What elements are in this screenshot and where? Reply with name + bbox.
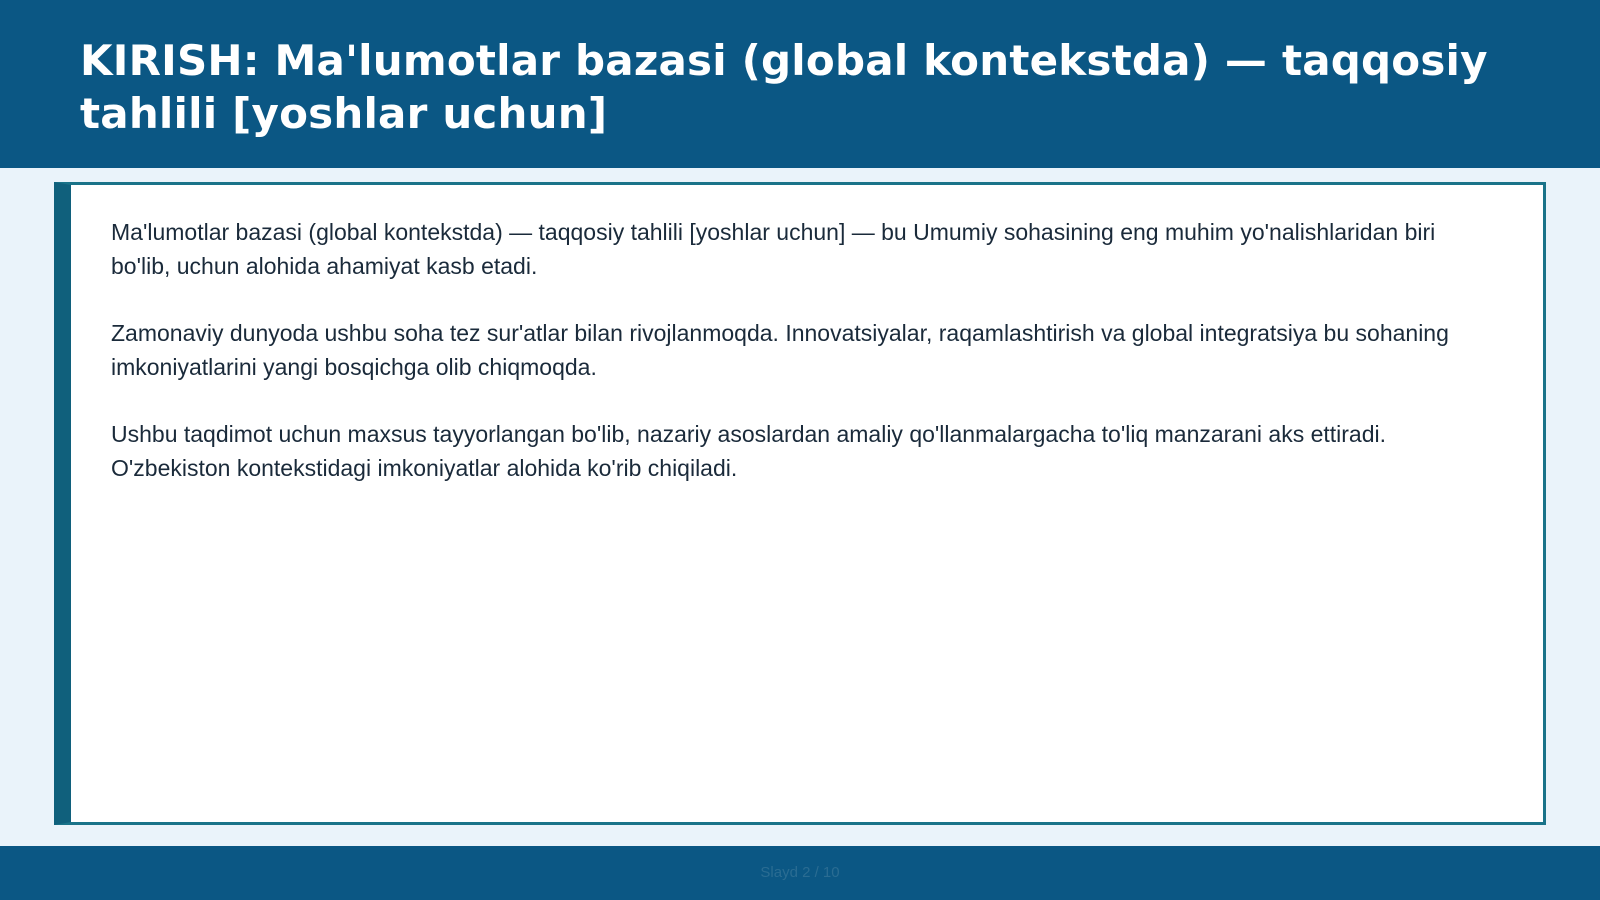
- content-body: [71, 185, 1543, 485]
- slide-header: [0, 0, 1600, 168]
- development-paragraph: Zamonaviy dunyoda ushbu soha tez sur'atlar bilan rivojlanmoqda. Innovatsiyalar, raqamlashtirish va global integratsiya bu sohaning imkoniyatlarini yangi bosqichga olib chiqmoqda.: [111, 320, 1449, 380]
- content-card: [54, 182, 1546, 825]
- slide-title: KIRISH: Ma'lumotlar bazasi (global kontekstda) — taqqosiy tahlili [yoshlar uchun]: [80, 36, 1488, 138]
- presentation-paragraph: Ushbu taqdimot uchun maxsus tayyorlangan bo'lib, nazariy asoslardan amaliy qo'llanmalargacha to'liq manzarani aks ettiradi. O'zbekiston kontekstidagi imkoniyatlar alohida ko'rib chiqiladi.: [111, 421, 1387, 481]
- page-indicator: Slayd 2 / 10: [760, 864, 840, 881]
- intro-paragraph: Ma'lumotlar bazasi (global kontekstda) — taqqosiy tahlili [yoshlar uchun] — bu Umumiy sohasining eng muhim yo'nalishlaridan biri bo'lib, uchun alohida ahamiyat kasb etadi.: [111, 219, 1436, 279]
- slide-footer: [0, 846, 1600, 900]
